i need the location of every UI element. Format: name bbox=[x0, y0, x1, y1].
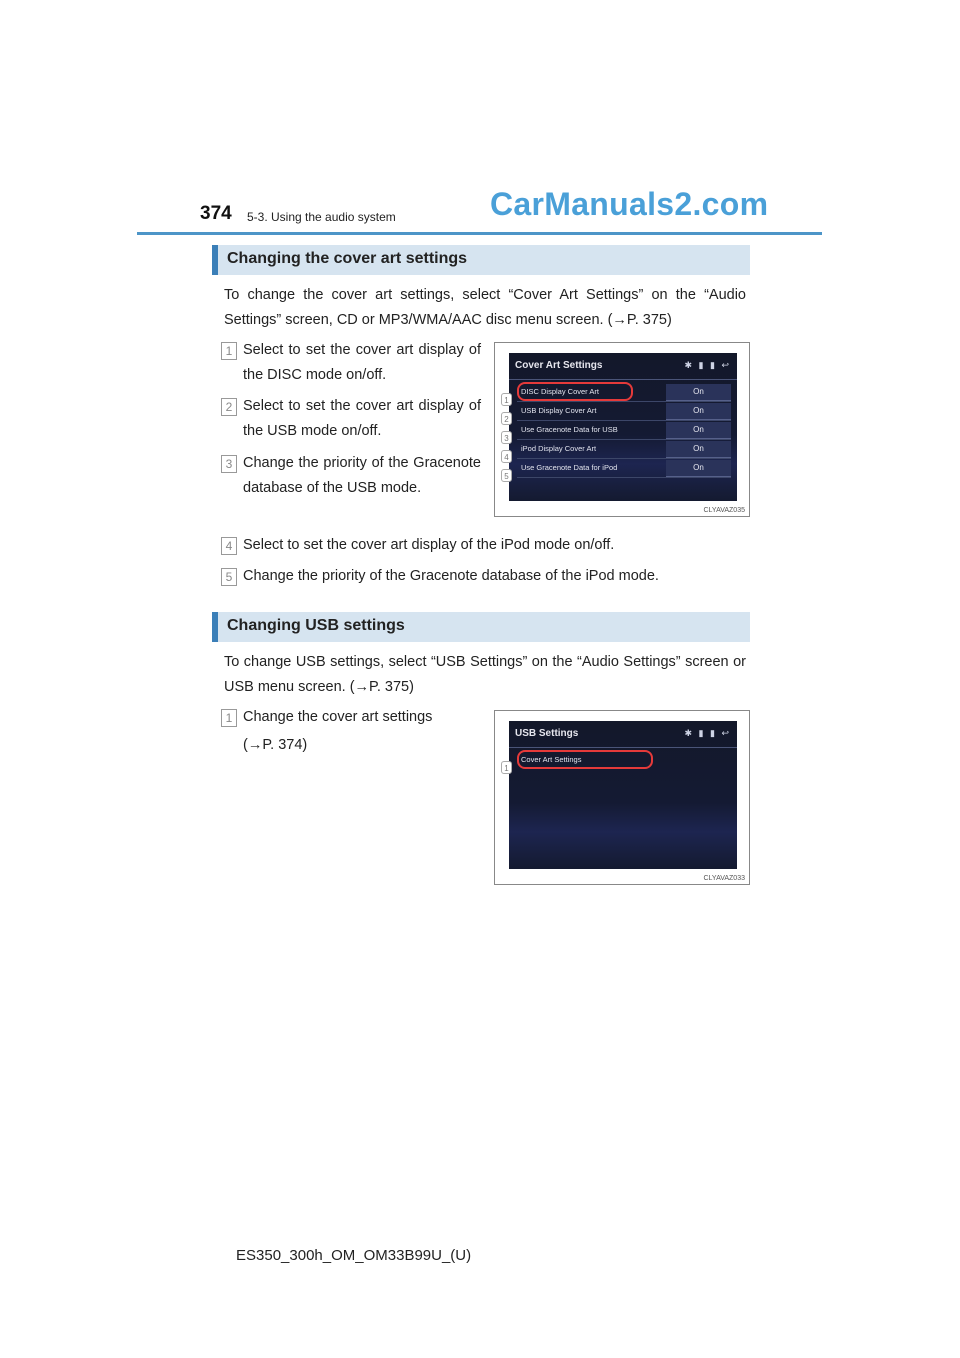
step-number-badge: 4 bbox=[221, 537, 237, 555]
setting-row-usb-cover-art[interactable] bbox=[517, 403, 731, 421]
setting-row-ipod-cover-art[interactable] bbox=[517, 441, 731, 459]
display-screen bbox=[509, 353, 737, 501]
setting-value[interactable]: On bbox=[666, 384, 731, 401]
header-divider bbox=[137, 232, 822, 235]
section-heading-cover-art: Changing the cover art settings bbox=[212, 245, 750, 275]
setting-value[interactable]: On bbox=[666, 460, 731, 477]
setting-label: USB Display Cover Art bbox=[521, 406, 597, 415]
callout-number: 4 bbox=[501, 450, 512, 463]
step-text: Change the priority of the Gracenote database of the iPod mode. bbox=[243, 568, 659, 584]
callout-number: 1 bbox=[501, 761, 512, 774]
status-icons: ✱ ▮ ▮ ↩ bbox=[684, 728, 731, 738]
setting-value[interactable]: On bbox=[666, 422, 731, 439]
document-id: ES350_300h_OM_OM33B99U_(U) bbox=[236, 1247, 472, 1264]
step-text: Change the priority of the Gracenote database of the USB mode. bbox=[243, 455, 481, 496]
setting-row-gracenote-usb[interactable] bbox=[517, 422, 731, 440]
callout-number: 2 bbox=[501, 412, 512, 425]
highlight-outline bbox=[517, 382, 633, 401]
highlight-outline bbox=[517, 750, 653, 769]
step-number-badge: 1 bbox=[221, 342, 237, 360]
watermark-text: CarManuals2.com bbox=[490, 186, 769, 222]
step-number-badge: 1 bbox=[221, 709, 237, 727]
callout-number: 1 bbox=[501, 393, 512, 406]
step-text: Change the cover art settings bbox=[243, 709, 433, 725]
setting-label: Use Gracenote Data for USB bbox=[521, 425, 618, 434]
step-page-reference: (→P. 374) bbox=[243, 737, 308, 753]
setting-label: Use Gracenote Data for iPod bbox=[521, 463, 618, 472]
title-divider bbox=[509, 747, 737, 748]
callout-number: 3 bbox=[501, 431, 512, 444]
step-number-badge: 2 bbox=[221, 398, 237, 416]
section-heading-usb: Changing USB settings bbox=[212, 612, 750, 642]
callout-number: 5 bbox=[501, 469, 512, 482]
section-breadcrumb: 5-3. Using the audio system bbox=[247, 210, 396, 224]
intro-paragraph-cover-art: To change the cover art settings, select “Cover Art Settings” on the “Audio Settings” screen, CD or MP3/WMA/AAC disc menu screen. (→P. 375) bbox=[224, 287, 746, 328]
display-screen bbox=[509, 721, 737, 869]
setting-label: iPod Display Cover Art bbox=[521, 444, 597, 453]
figure-code: CLYAVAZ035 bbox=[703, 507, 745, 514]
setting-value[interactable]: On bbox=[666, 403, 731, 420]
figure-code: CLYAVAZ033 bbox=[703, 875, 745, 882]
step-number-badge: 3 bbox=[221, 455, 237, 473]
title-divider bbox=[509, 379, 737, 380]
cover-art-settings-screenshot bbox=[494, 342, 750, 517]
step-text: Select to set the cover art display of the USB mode on/off. bbox=[243, 398, 481, 439]
setting-label: Cover Art Settings bbox=[521, 755, 582, 764]
status-icons: ✱ ▮ ▮ ↩ bbox=[684, 360, 731, 370]
step-number-badge: 5 bbox=[221, 568, 237, 586]
usb-settings-screenshot bbox=[494, 710, 750, 885]
step-text: Select to set the cover art display of the iPod mode on/off. bbox=[243, 537, 615, 553]
screen-title: USB Settings bbox=[515, 728, 579, 739]
step-text: Select to set the cover art display of the DISC mode on/off. bbox=[243, 342, 481, 383]
intro-paragraph-usb: To change USB settings, select “USB Settings” on the “Audio Settings” screen or USB menu screen. (→P. 375) bbox=[224, 654, 746, 695]
screen-title: Cover Art Settings bbox=[515, 360, 603, 371]
setting-value[interactable]: On bbox=[666, 441, 731, 458]
page-number: 374 bbox=[200, 203, 232, 224]
setting-row-gracenote-ipod[interactable] bbox=[517, 460, 731, 478]
setting-label: DISC Display Cover Art bbox=[521, 387, 599, 396]
